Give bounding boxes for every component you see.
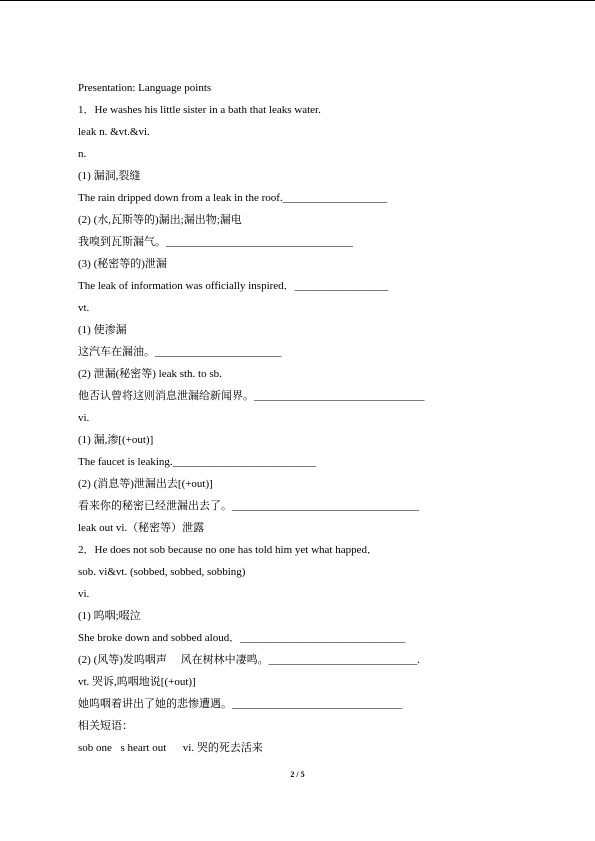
- text-line: [78, 631, 405, 645]
- text-line: [78, 609, 141, 623]
- answer-blank[interactable]: ___________________________.: [268, 654, 420, 666]
- text-line: [78, 169, 140, 183]
- text-line: [78, 543, 378, 557]
- line-text: leak n. &vt.&vi.: [78, 126, 150, 138]
- answer-blank[interactable]: _______________________________: [254, 390, 425, 402]
- line-text: 1．He washes his little sister in a bath that leaks water.: [78, 104, 321, 116]
- text-line: [78, 477, 213, 491]
- text-line: [78, 301, 89, 315]
- line-text: (1) 漏,渗[(+out)]: [78, 434, 154, 446]
- line-text: She broke down and sobbed aloud．: [78, 632, 241, 644]
- line-text: vt. 哭诉,呜咽地说[(+out)]: [78, 676, 196, 688]
- answer-blank[interactable]: ___________________: [282, 192, 388, 204]
- text-line: [78, 191, 387, 205]
- answer-blank[interactable]: __________________________: [172, 456, 316, 468]
- text-line: [78, 565, 245, 579]
- text-line: [78, 411, 89, 425]
- text-line: [78, 147, 86, 161]
- text-line: [78, 455, 316, 469]
- line-text: 2．He does not sob because no one has told him yet what happed．: [78, 544, 378, 556]
- text-line: [78, 345, 282, 359]
- text-line: [78, 257, 167, 271]
- text-line: [78, 587, 89, 601]
- line-text: (2) 泄漏(秘密等) leak sth. to sb.: [78, 368, 222, 380]
- line-text: (1) 漏洞,裂缝: [78, 170, 141, 182]
- text-line: [78, 367, 222, 381]
- answer-blank[interactable]: _______________________________: [232, 698, 403, 710]
- text-line: [78, 433, 153, 447]
- line-text: leak out vi.（秘密等）泄露: [78, 522, 205, 534]
- line-text: 相关短语：: [78, 720, 133, 732]
- text-line: [78, 103, 321, 117]
- line-text: The leak of information was officially inspired．: [78, 280, 295, 292]
- text-line: [78, 323, 127, 337]
- text-line: [78, 741, 263, 755]
- line-text: The faucet is leaking.: [78, 456, 173, 468]
- text-line: [78, 675, 196, 689]
- text-line: [78, 213, 242, 227]
- text-line: [78, 279, 388, 293]
- line-text: vi.: [78, 588, 90, 600]
- line-text: sob. vi&vt. (sobbed, sobbed, sobbing): [78, 566, 246, 578]
- answer-blank[interactable]: __________________________________: [166, 236, 353, 248]
- text-line: [78, 521, 204, 535]
- line-text: (3) (秘密等的)泄漏: [78, 258, 167, 270]
- page-top-border: [0, 0, 595, 1]
- answer-blank[interactable]: _________________: [294, 280, 389, 292]
- line-text: 他否认曾将这则消息泄漏给新闻界。: [78, 390, 254, 402]
- text-line: [78, 653, 420, 667]
- line-text: (2) (风等)发呜咽声 风在树林中凄鸣。: [78, 654, 269, 666]
- answer-blank[interactable]: __________________________________: [232, 500, 419, 512]
- section-heading: Presentation: Language points: [78, 82, 212, 94]
- line-text: (1) 使渗漏: [78, 324, 127, 336]
- line-text: The rain dripped down from a leak in the roof.: [78, 192, 283, 204]
- answer-blank[interactable]: ______________________________: [240, 632, 406, 644]
- line-text: n.: [78, 148, 87, 160]
- text-line: [78, 697, 403, 711]
- line-text: 看来你的秘密已经泄漏出去了。: [78, 500, 232, 512]
- page-number: 2 / 5: [290, 770, 305, 779]
- text-line: [78, 719, 133, 733]
- text-line: [78, 235, 353, 249]
- answer-blank[interactable]: _______________________: [155, 346, 282, 358]
- line-text: vi.: [78, 412, 90, 424]
- line-text: (2) (消息等)泄漏出去[(+out)]: [78, 478, 213, 490]
- line-text: 我嗅到瓦斯漏气。: [78, 236, 166, 248]
- line-text: sob one s heart out vi. 哭的死去活来: [78, 742, 263, 754]
- text-line: [78, 389, 425, 403]
- text-line: [78, 499, 419, 513]
- line-text: (1) 呜咽;啜泣: [78, 610, 141, 622]
- line-text: vt.: [78, 302, 90, 314]
- text-line: [78, 125, 150, 139]
- line-text: 她呜咽着讲出了她的悲惨遭遇。: [78, 698, 232, 710]
- line-text: 这汽车在漏油。: [78, 346, 155, 358]
- line-text: (2) (水,瓦斯等的)漏出;漏出物;漏电: [78, 214, 242, 226]
